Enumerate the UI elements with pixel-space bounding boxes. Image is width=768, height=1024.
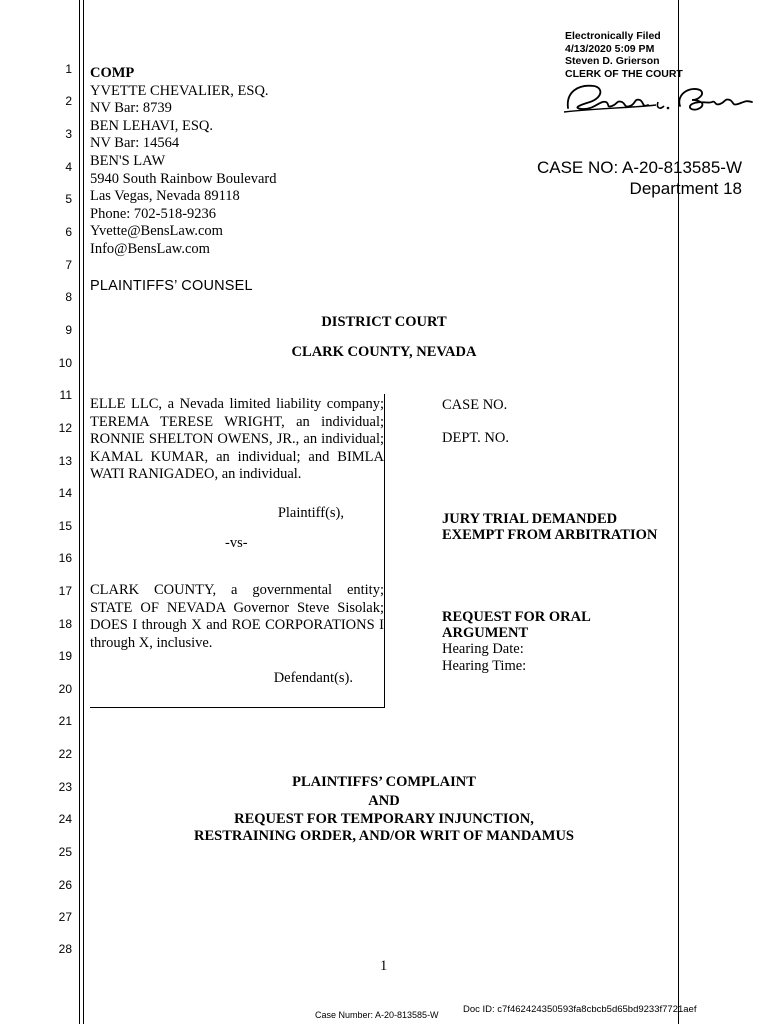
caption-divider-horizontal [90,707,385,708]
line-number: 7 [65,258,72,272]
counsel-line: BEN'S LAW [90,152,166,169]
counsel-line: 5940 South Rainbow Boulevard [90,170,277,187]
line-number: 20 [58,682,72,696]
filing-stamp [565,30,683,80]
right-margin-rule [678,0,679,1024]
left-margin-rule-inner [83,0,84,1024]
oral-argument-request: REQUEST FOR ORAL [442,609,591,625]
counsel-role: PLAINTIFFS’ COUNSEL [90,278,253,294]
hearing-date-label: Hearing Date: [442,641,524,657]
document-title-line2: AND [368,793,400,809]
line-number: 26 [58,878,72,892]
hearing-time-label: Hearing Time: [442,658,527,674]
line-number: 10 [58,356,72,370]
line-number: 25 [58,845,72,859]
line-number: 3 [65,127,72,141]
plaintiff-label: Plaintiff(s), [277,505,344,521]
dept-no-label: DEPT. NO. [442,430,509,446]
counsel-block [90,65,276,259]
line-number: 24 [58,812,72,826]
line-number: 22 [58,747,72,761]
plaintiffs-text: ELLE LLC, a Nevada limited liability company; TEREMA TERESE WRIGHT, an individual; RONNIE SHELTON OWENS, JR., an individual; KAMAL KUMAR, an individual; and BIMLA WATI RANIGADEO, an individual. [90,396,384,482]
line-number: 13 [58,454,72,468]
defendants-caption [90,582,384,652]
line-number: 23 [58,780,72,794]
line-number: 19 [58,649,72,663]
line-number: 2 [65,94,72,108]
line-number: 6 [65,225,72,239]
line-number: 9 [65,323,72,337]
document-title-line3: REQUEST FOR TEMPORARY INJUNCTION, [234,811,534,827]
line-number: 4 [65,160,72,174]
arbitration-exempt: EXEMPT FROM ARBITRATION [442,527,658,543]
stamp-clerk-title: CLERK OF THE COURT [565,67,683,80]
footer-case-number: Case Number: A-20-813585-W [315,1010,439,1020]
plaintiffs-caption [90,396,384,484]
stamp-datetime: 4/13/2020 5:09 PM [565,42,655,55]
page-number: 1 [380,958,388,974]
counsel-line: Las Vegas, Nevada 89118 [90,188,240,205]
clerk-signature [560,78,760,116]
caption-divider-vertical [384,394,385,708]
defendant-label: Defendant(s). [273,670,353,686]
counsel-line: Phone: 702-518-9236 [90,205,217,222]
line-number: 15 [58,519,72,533]
counsel-line: NV Bar: 14564 [90,135,180,152]
line-number: 21 [58,714,72,728]
line-number: 1 [65,62,72,76]
court-name: DISTRICT COURT [321,314,447,330]
line-number: 17 [58,584,72,598]
versus-label: -vs- [225,535,248,551]
line-number: 27 [58,910,72,924]
counsel-line: YVETTE CHEVALIER, ESQ. [90,82,269,99]
document-code: COMP [90,65,135,81]
case-no-label: CASE NO. [442,397,508,413]
line-number: 14 [58,486,72,500]
line-number: 16 [58,551,72,565]
document-title-line1: PLAINTIFFS’ COMPLAINT [292,774,476,790]
left-margin-rule-outer [79,0,80,1024]
line-number: 5 [65,192,72,206]
footer-doc-id: Doc ID: c7f462424350593fa8cbcb5d65bd9233f7721aef [463,1004,697,1015]
line-number: 12 [58,421,72,435]
document-title-line4: RESTRAINING ORDER, AND/OR WRIT OF MANDAMUS [194,828,574,844]
line-number: 18 [58,617,72,631]
jury-demand: JURY TRIAL DEMANDED [442,511,618,527]
defendants-text: CLARK COUNTY, a governmental entity; STATE OF NEVADA Governor Steve Sisolak; DOES I through X and ROE CORPORATIONS I through X, inclusive. [90,582,384,651]
line-number: 28 [58,942,72,956]
stamp-clerk-name: Steven D. Grierson [565,55,660,67]
counsel-line: BEN LEHAVI, ESQ. [90,117,213,134]
line-number: 8 [65,290,72,304]
department-header: Department 18 [629,179,742,198]
stamp-filed: Electronically Filed [565,30,661,42]
court-county: CLARK COUNTY, NEVADA [291,344,477,360]
counsel-line: Info@BensLaw.com [90,240,210,257]
oral-argument-request-cont: ARGUMENT [442,625,529,641]
counsel-line: Yvette@BensLaw.com [90,223,223,240]
case-number-header: CASE NO: A-20-813585-W [536,158,742,177]
line-number: 11 [59,388,72,402]
counsel-line: NV Bar: 8739 [90,100,172,117]
